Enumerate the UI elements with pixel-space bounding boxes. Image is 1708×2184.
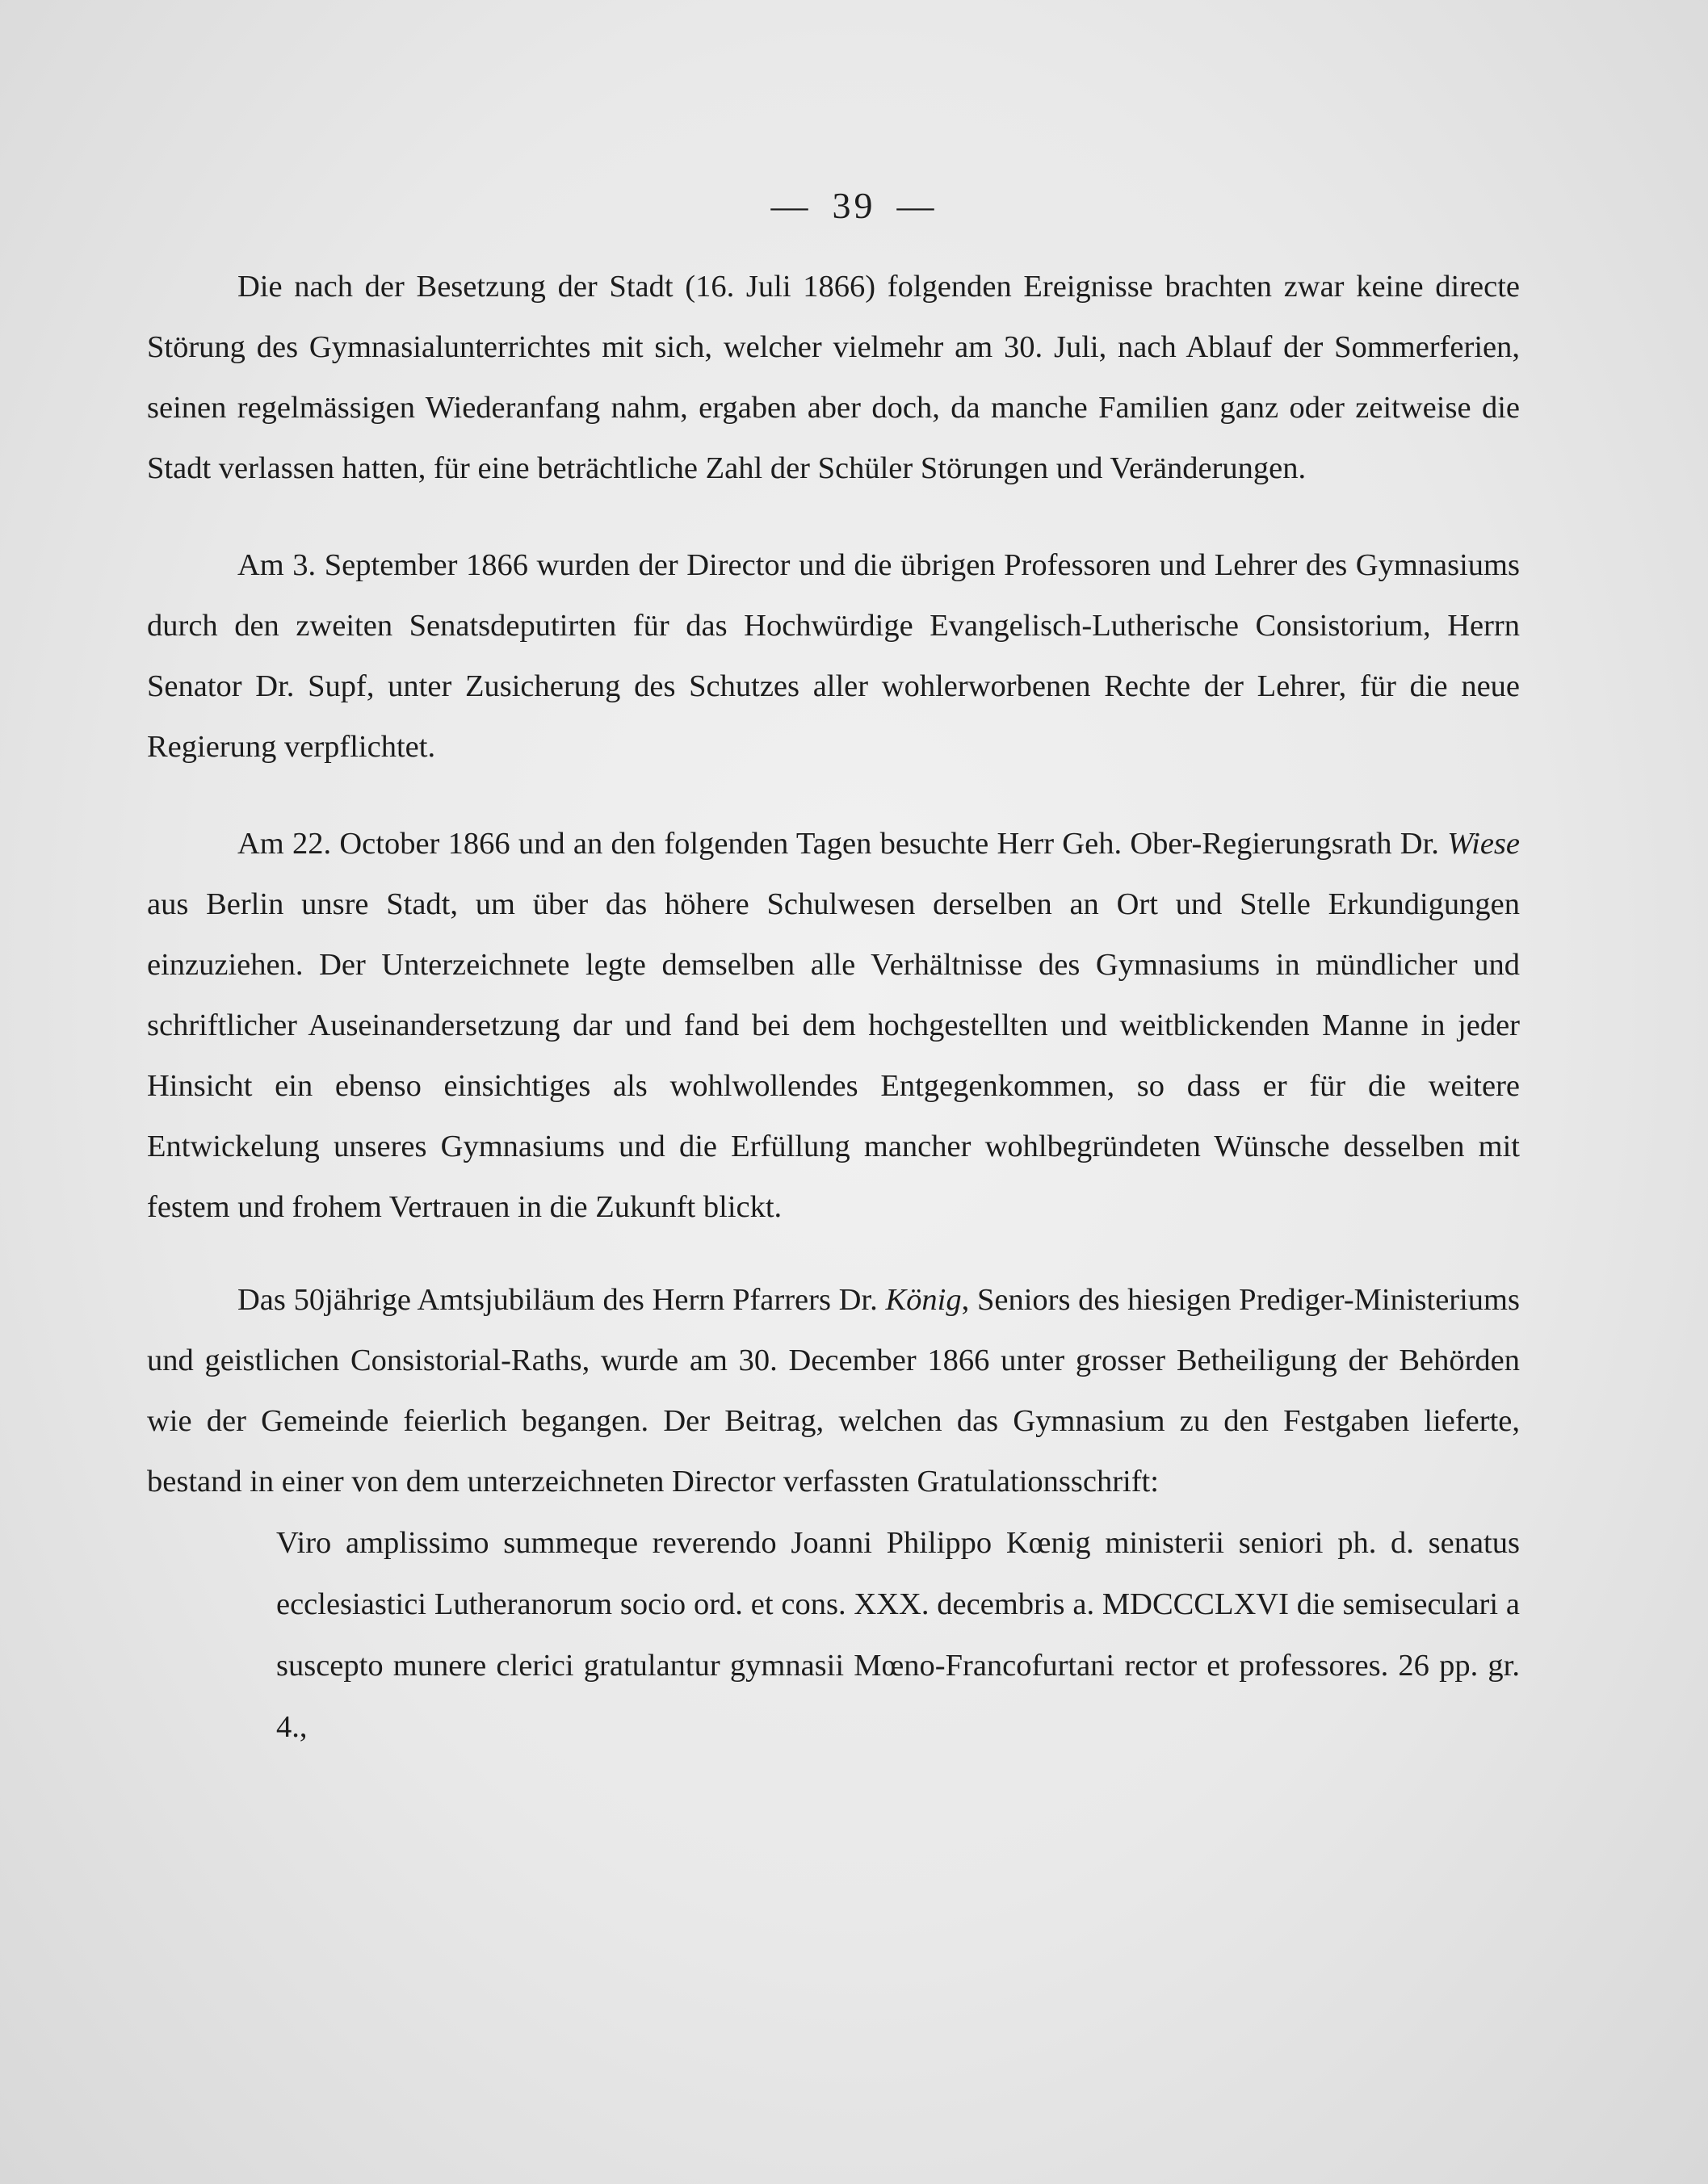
paragraph-wiese-visit [147, 814, 1520, 1238]
paragraph-koenig-jubilee [147, 1270, 1520, 1512]
person-name-koenig: König [885, 1283, 962, 1317]
page-number-header [0, 184, 1708, 227]
body-text [147, 257, 1520, 1758]
dash-left: — [770, 185, 812, 226]
latin-dedication-quote: Viro amplissimo summeque reverendo Joanni Philippo Kœnig ministerii seniori ph. d. senatus ecclesiastici Lutheranorum socio ord. et cons. XXX. decembris a. MDCCCLXVI die semiseculari a suscepto munere clerici gratulantur gymnasii Mœno-Francofurtani rector et professores. 26 pp. gr. 4., [276, 1526, 1520, 1744]
person-name-wiese: Wiese [1447, 827, 1520, 861]
paragraph-wiese-visit-after: aus Berlin unsre Stadt, um über das höhere Schulwesen derselben an Ort und Stelle Erkundigungen einzuziehen. Der Unterzeichnete legte demselben alle Verhältnisse des Gymnasiums in mündlicher und schriftlicher Auseinandersetzung dar und fand bei dem hochgestellten und weitblickenden Manne in jeder Hinsicht ein ebenso einsichtiges als wohlwollendes Entgegenkommen, so dass er für die weitere Entwickelung unseres Gymnasiums und die Erfüllung mancher wohlbegründeten Wünsche desselben mit festem und frohem Vertrauen in die Zukunft blickt. [147, 887, 1520, 1224]
paragraph-koenig-jubilee-before: Das 50jährige Amtsjubiläum des Herrn Pfarrers Dr. [237, 1283, 886, 1317]
paragraph-occupation-events: Die nach der Besetzung der Stadt (16. Juli 1866) folgenden Ereignisse brachten zwar keine directe Störung des Gymnasialunterrichtes mit sich, welcher vielmehr am 30. Juli, nach Ablauf der Sommerferien, seinen regelmässigen Wiederanfang nahm, ergaben aber doch, da manche Familien ganz oder zeitweise die Stadt verlassen hatten, für eine beträchtliche Zahl der Schüler Störungen und Veränderungen. [147, 270, 1520, 485]
paragraph-oath-of-allegiance: Am 3. September 1866 wurden der Director und die übrigen Professoren und Lehrer des Gymnasiums durch den zweiten Senatsdeputirten für das Hochwürdige Evangelisch-Lutherische Consistorium, Herrn Senator Dr. Supf, unter Zusicherung des Schutzes aller wohlerworbenen Rechte der Lehrer, für die neue Regierung verpflichtet. [147, 548, 1520, 764]
dash-right: — [896, 185, 938, 226]
page-number: 39 [832, 185, 876, 226]
paragraph-wiese-visit-before: Am 22. October 1866 und an den folgenden Tagen besuchte Herr Geh. Ober-Regierungsrath Dr. [237, 827, 1448, 861]
paragraph-koenig-jubilee-after: , Seniors des hiesigen Prediger-Ministeriums und geistlichen Consistorial-Raths, wurde am 30. December 1866 unter grosser Betheiligung der Behörden wie der Gemeinde feierlich begangen. Der Beitrag, welchen das Gymnasium zu den Festgaben lieferte, bestand in einer von dem unterzeichneten Director verfassten Gratulationsschrift: [147, 1283, 1520, 1499]
